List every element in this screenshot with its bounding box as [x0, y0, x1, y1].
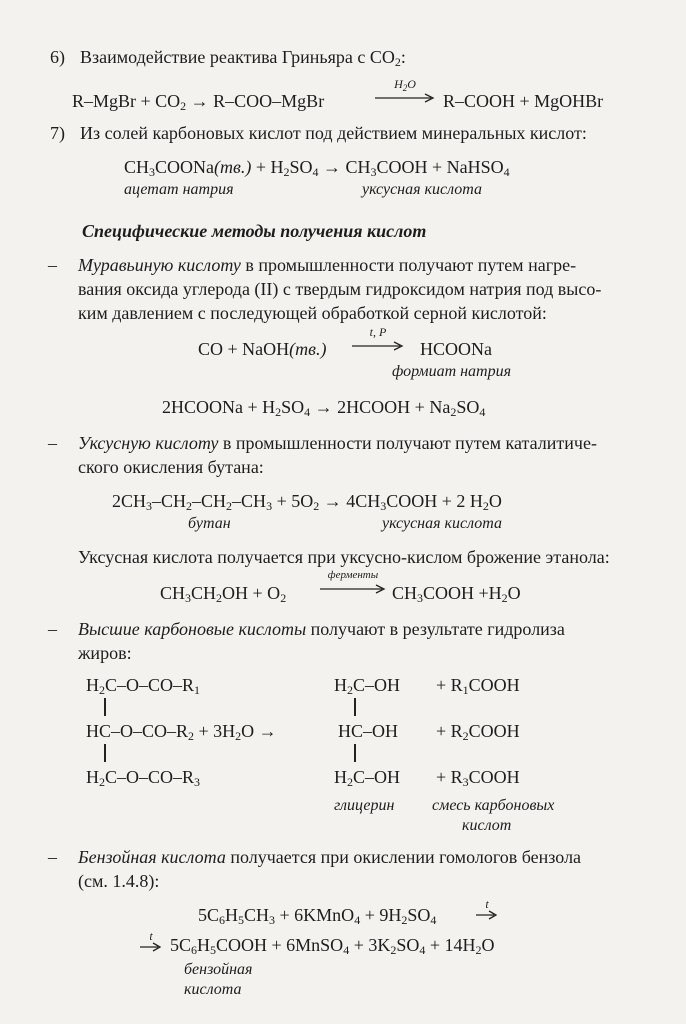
butane-equation: $2CH_3-CH_2-CH_2-CH_3 + 5O_2$ → $4CH_3COOH + 2$ $H_2O$ [112, 491, 502, 513]
higher-line-1: Высшие карбоновые кислоты получают в результате гидролиза [78, 619, 565, 639]
grignard-arrow-icon [375, 92, 435, 104]
glycerol-row-2: HC–OH [338, 721, 399, 741]
caption-benzoic-2: кислота [184, 981, 242, 998]
formic-lead: Муравьиную кислоту [78, 255, 241, 275]
benzoic-arrow-end-label: t [485, 897, 489, 911]
benzoic-eq-line-2: $5C_6H_5COOH$ + 6MnSO$_4$ + $3K_2SO_4 + 14H_2O$ [170, 935, 495, 957]
formic-arrow-label: t, P [369, 325, 387, 339]
caption-acetic-acid-2: уксусная кислота [382, 515, 503, 532]
acid-row-2: + $R_2COOH$ [436, 721, 520, 743]
higher-lead: Высшие карбоновые кислоты [78, 619, 307, 639]
grignard-left-sub: 2 [180, 99, 187, 113]
fermentation-arrow-icon [320, 583, 386, 595]
triglyceride-row-1: $H_2C-O-CO-R_1$ [86, 675, 201, 697]
formic-eq2: 2HCOONa + $H_2SO_4$ → 2HCOOH + $Na_2SO_4$ [162, 397, 486, 419]
formic-line-1: Муравьиную кислоту в промышленности получают путем нагре- [78, 255, 577, 275]
higher-dash: – [48, 619, 57, 639]
section-title: Специфические методы получения кислот [82, 221, 427, 241]
benzoic-eq-line-1: $5C_6H_5CH_3$ + 6KMnO$_4$ + $9H_2SO_4$ [198, 905, 437, 927]
item-6-text-sub: 2 [394, 55, 401, 69]
formic-line-2: вания оксида углерода (II) с твердым гидроксидом натрия под высо- [78, 279, 602, 299]
caption-benzoic-1: бензойная [184, 961, 253, 978]
salt-acid-equation: $CH_3COONa(тв.) + H_2SO_4$ → $CH_3COOH$ + NaHSO$_4$ [124, 157, 510, 179]
caption-acetic-acid-1: уксусная кислота [362, 181, 483, 198]
fermentation-eq-left: $CH_3CH_2OH + O_2$ [160, 583, 287, 605]
item-6-text [80, 47, 406, 69]
grignard-left: R–MgBr + CO [72, 91, 181, 111]
grignard-mid: → R–COO–MgBr [190, 91, 325, 111]
benzoic-arrow-start-icon [140, 942, 162, 952]
acetic-lead: Уксусную кислоту [78, 433, 219, 453]
grignard-arrow [375, 78, 435, 104]
formic-line-3: ким давлением с последующей обработкой серной кислотой: [78, 303, 547, 323]
formic-eq1-arrow [352, 326, 404, 352]
fermentation-eq-right: $CH_3COOH +H_2O$ [392, 583, 521, 605]
triglyceride-row-2: $HC-O-CO-R_2 + 3H_2O$ → [86, 721, 277, 743]
fermentation-text: Уксусная кислота получается при уксусно-кислом брожение этанола: [78, 547, 610, 567]
item-7-text: Из солей карбоновых кислот под действием минеральных кислот: [80, 123, 587, 143]
benzoic-arrow-start [140, 930, 162, 952]
item-7-number: 7) [50, 123, 65, 143]
triglyceride-row-3: $H_2C-O-CO-R_3$ [86, 767, 201, 789]
formic-arrow-icon [352, 340, 404, 352]
caption-butane: бутан [188, 515, 231, 532]
caption-acid-mixture-2: кислот [462, 817, 512, 834]
acetic-line-2: ского окисления бутана: [78, 457, 264, 477]
grignard-equation [72, 91, 325, 113]
glycerol-row-1: $H_2C-OH$ [334, 675, 401, 697]
benzoic-line-2: (см. 1.4.8): [78, 871, 160, 891]
caption-sodium-acetate: ацетат натрия [124, 181, 234, 198]
glycerol-bond-2 [354, 744, 356, 762]
triglyceride-bond-1 [104, 698, 106, 716]
higher-line-2: жиров: [78, 643, 132, 663]
formic-dash: – [48, 255, 57, 275]
caption-sodium-formate: формиат натрия [392, 363, 512, 380]
item-6-text-main: Взаимодействие реактива Гриньяра с CO [80, 47, 395, 67]
caption-glycerin: глицерин [334, 797, 395, 814]
fermentation-arrow [320, 570, 386, 595]
benzoic-arrow-start-label: t [149, 929, 153, 943]
benzoic-line-1: Бензойная кислота получается при окислении гомологов бензола [78, 847, 582, 867]
benzoic-arrow-end [476, 898, 498, 920]
benzoic-lead: Бензойная кислота [78, 847, 226, 867]
formic-eq1-left: CO + NaOH(тв.) [198, 339, 327, 359]
glycerol-bond-1 [354, 698, 356, 716]
acid-row-1: + $R_1COOH$ [436, 675, 520, 697]
benzoic-dash: – [48, 847, 57, 867]
glycerol-row-3: $H_2C-OH$ [334, 767, 401, 789]
fermentation-arrow-label: ферменты [327, 569, 379, 581]
grignard-right: R–COOH + MgOHBr [443, 91, 604, 111]
benzoic-arrow-end-icon [476, 910, 498, 920]
formic-eq1-right: HCOONa [420, 339, 492, 359]
item-6-number: 6) [50, 47, 65, 67]
acetic-dash: – [48, 433, 57, 453]
caption-acid-mixture-1: смесь карбоновых [432, 797, 555, 814]
grignard-arrow-label: $H_2O$ [394, 77, 416, 93]
acetic-line-1: Уксусную кислоту в промышленности получают путем каталитиче- [78, 433, 597, 453]
triglyceride-bond-2 [104, 744, 106, 762]
acid-row-3: + $R_3COOH$ [436, 767, 520, 789]
item-6-colon: : [400, 47, 406, 67]
